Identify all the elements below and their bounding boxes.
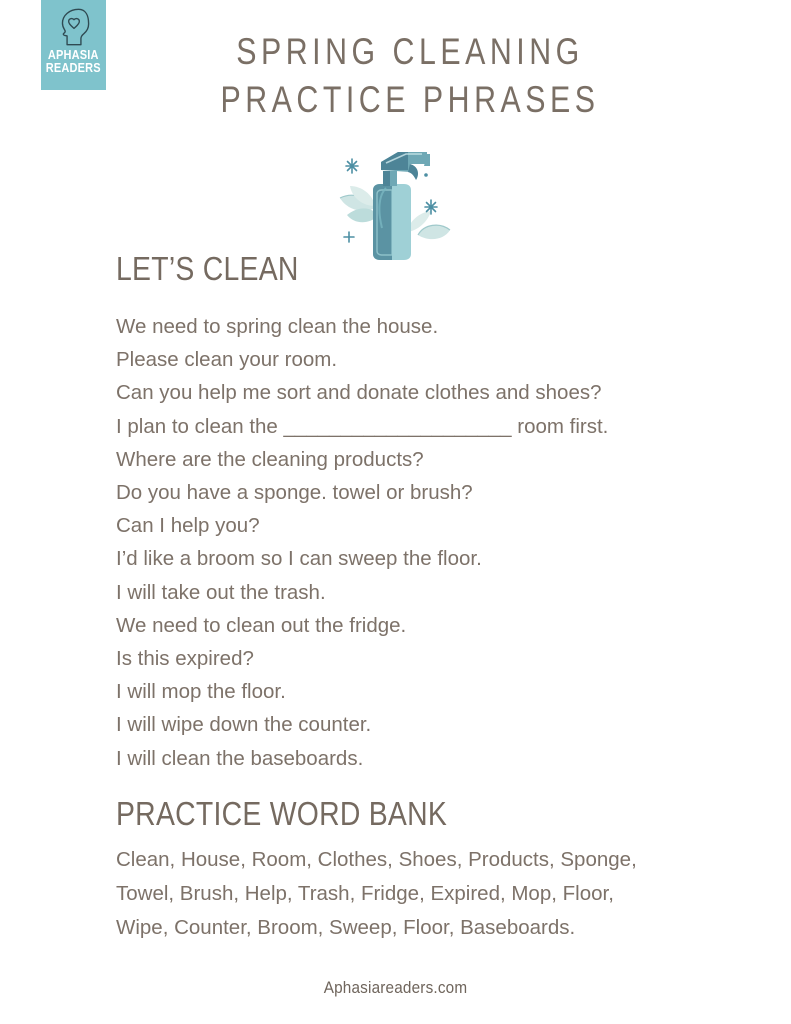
phrase-item: We need to clean out the fridge. <box>116 613 407 637</box>
leaf-group-left <box>340 186 378 222</box>
phrase-item: Where are the cleaning products? <box>116 447 424 471</box>
phrase-item: I will wipe down the counter. <box>116 713 372 737</box>
content-column <box>116 250 716 945</box>
logo-line-2: READERS <box>45 61 102 75</box>
phrase-item: Can I help you? <box>116 514 260 538</box>
phrase-item: I’d like a broom so I can sweep the floor. <box>116 547 482 571</box>
phrase-item: I will mop the floor. <box>116 680 286 704</box>
word-bank-text: Clean, House, Room, Clothes, Shoes, Products, Sponge, Towel, Brush, Help, Trash, Fridge, Expired, Mop, Floor, Wipe, Counter, Broom, Sweep, Floor, Baseboards. <box>116 847 637 939</box>
phrase-item: I will clean the baseboards. <box>116 746 364 770</box>
phrase-item: Do you have a sponge. towel or brush? <box>116 481 473 505</box>
phrase-item: We need to spring clean the house. <box>116 315 439 338</box>
logo-badge <box>41 0 106 90</box>
page-title-line-2: PRACTICE PHRASES <box>220 79 600 120</box>
practice-phrase-list <box>116 310 716 775</box>
section-heading-practice-word-bank: PRACTICE WORD BANK <box>116 794 448 832</box>
phrase-item: I will take out the trash. <box>116 580 326 604</box>
phrase-item-with-blank: I plan to clean the ____________________ room first. <box>116 414 609 438</box>
logo-line-1: APHASIA <box>48 48 99 62</box>
spray-bottle <box>373 152 430 260</box>
leaf-group-right <box>407 211 450 239</box>
phrase-item: Can you help me sort and donate clothes and shoes? <box>116 381 602 405</box>
head-with-heart-icon <box>55 7 93 47</box>
footer-website: Aphasiareaders.com <box>323 978 468 997</box>
phrase-item: Please clean your room. <box>116 348 338 372</box>
section-heading-lets-clean: LET’S CLEAN <box>116 250 299 287</box>
page-title-line-1: SPRING CLEANING <box>236 31 584 72</box>
phrase-item: Is this expired? <box>116 647 254 671</box>
logo-text <box>46 49 101 75</box>
page-title <box>180 28 639 124</box>
